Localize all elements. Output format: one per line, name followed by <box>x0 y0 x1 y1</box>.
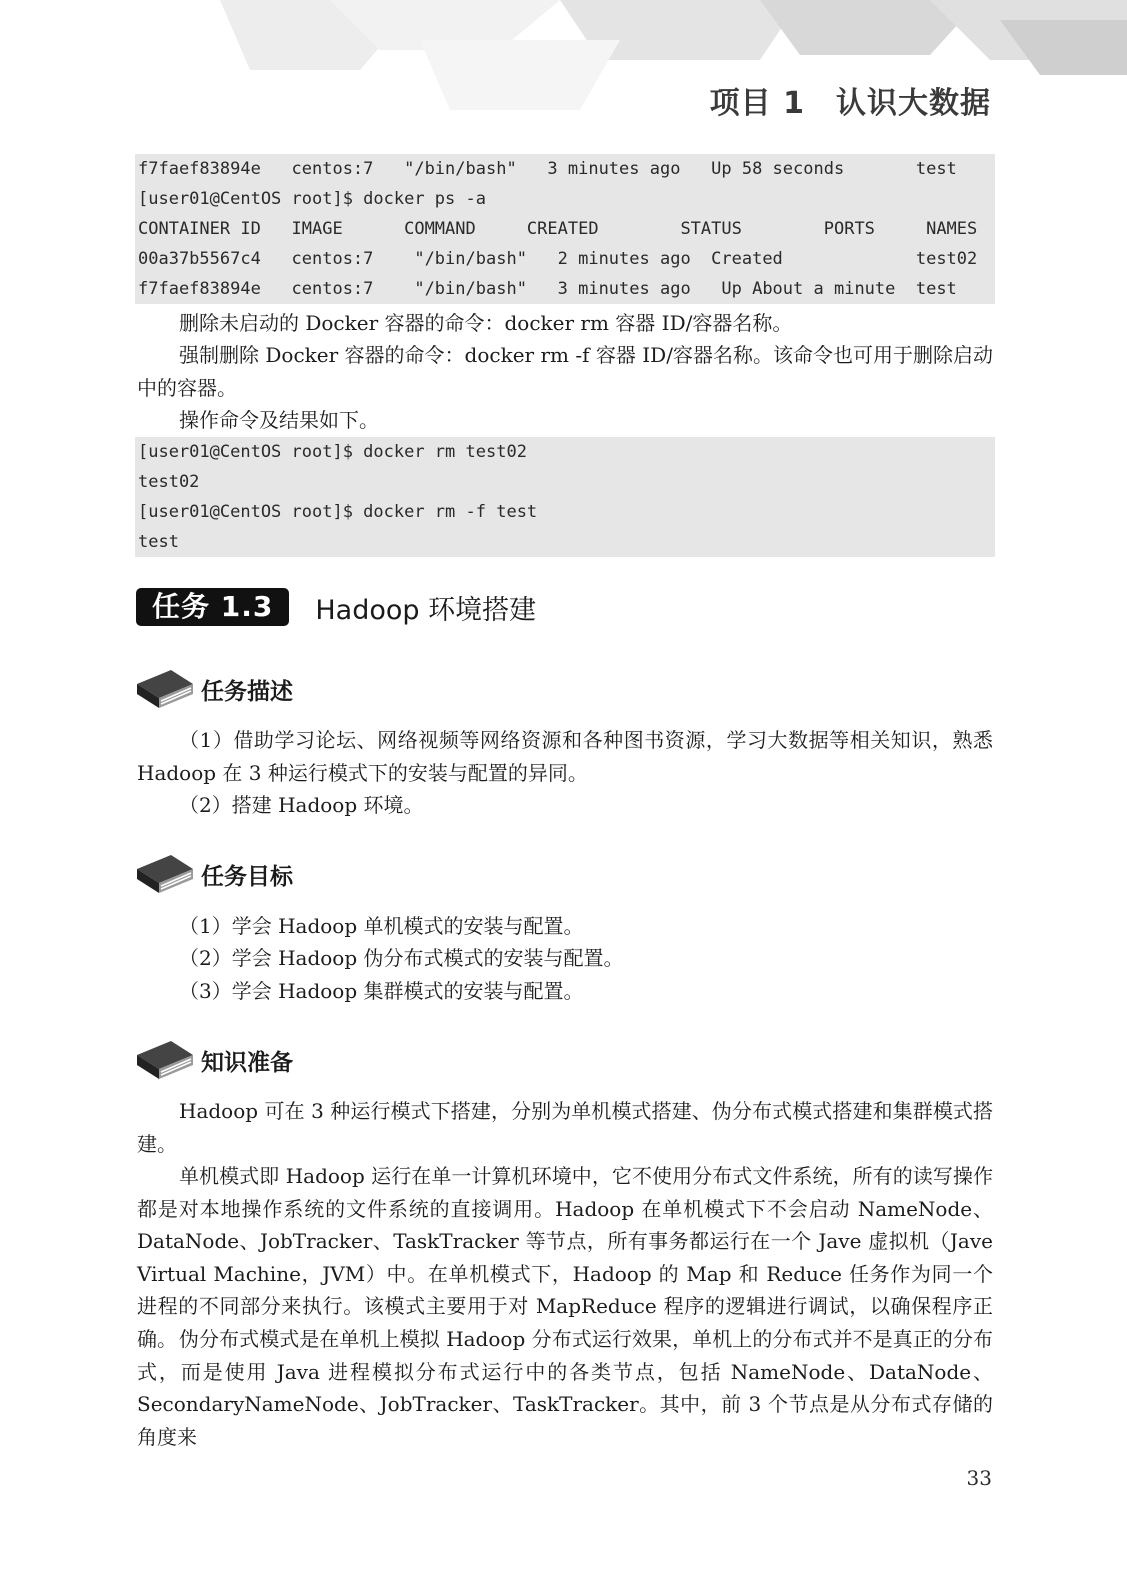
section-heading-knowledge <box>135 1037 293 1083</box>
paragraph: 伪分布式模式是在单机上模拟 Hadoop 分布式运行效果，单机上的分布式并不是真正的分布式，而是使用 Java 进程模拟分布式运行中的各类节点，包括 NameNode、DataNode、SecondaryNameNode、JobTracker、TaskTracker。其中，前 3 个节点是从分布式存储的角度来 <box>137 1327 993 1449</box>
book-icon <box>135 1037 195 1083</box>
section-label: 任务目标 <box>201 863 293 890</box>
code-line: [user01@CentOS root]$ docker rm test02 <box>138 442 527 462</box>
code-line: [user01@CentOS root]$ docker ps -a <box>138 189 486 209</box>
task-badge: 任务 1.3 <box>136 588 289 626</box>
list-item: （2）搭建 Hadoop 环境。 <box>179 793 424 817</box>
code-line: f7faef83894e centos:7 "/bin/bash" 3 minutes ago Up About a minute test <box>138 279 957 299</box>
task-title: Hadoop 环境搭建 <box>315 594 537 626</box>
list-item: （1）借助学习论坛、网络视频等网络资源和各种图书资源，学习大数据等相关知识，熟悉 Hadoop 在 3 种运行模式下的安装与配置的异同。 <box>137 728 993 785</box>
section-heading-task-description <box>135 666 293 712</box>
paragraph-operations: 操作命令及结果如下。 <box>179 408 379 432</box>
code-line: test <box>138 532 179 552</box>
chapter-header-title: 项目 1 认识大数据 <box>709 86 991 121</box>
paragraph: Hadoop 可在 3 种运行模式下搭建，分别为单机模式搭建、伪分布式模式搭建和集群模式搭建。 <box>137 1099 993 1156</box>
code-line: f7faef83894e centos:7 "/bin/bash" 3 minutes ago Up 58 seconds test <box>138 159 957 179</box>
paragraph: 单机模式即 Hadoop 运行在单一计算机环境中，它不使用分布式文件系统，所有的读写操作都是对本地操作系统的文件系统的直接调用。Hadoop 在单机模式下不会启动 NameNode、DataNode、JobTracker、TaskTracker 等节点，所有事务都运行在一个 Jave 虚拟机（Jave Virtual Machine，JVM）中。在单机模式下，Hadoop 的 Map 和 Reduce 任务作为同一个进程的不同部分来执行。该模式主要用于对 MapReduce 程序的逻辑进行调试，以确保程序正确。 <box>137 1164 993 1351</box>
code-block-docker-ps <box>135 154 995 304</box>
paragraph-docker-rm-force: 强制删除 Docker 容器的命令：docker rm -f 容器 ID/容器名称。该命令也可用于删除启动中的容器。 <box>137 343 993 400</box>
list-item: （2）学会 Hadoop 伪分布式模式的安装与配置。 <box>179 946 624 970</box>
list-item: （3）学会 Hadoop 集群模式的安装与配置。 <box>179 979 584 1003</box>
list-item: （1）学会 Hadoop 单机模式的安装与配置。 <box>179 914 584 938</box>
page-number: 33 <box>966 1466 992 1490</box>
paragraph-docker-rm: 删除未启动的 Docker 容器的命令：docker rm 容器 ID/容器名称。 <box>179 311 793 335</box>
section-label: 知识准备 <box>201 1049 293 1076</box>
code-line: test02 <box>138 472 200 492</box>
book-icon <box>135 851 195 897</box>
book-icon <box>135 666 195 712</box>
code-line: [user01@CentOS root]$ docker rm -f test <box>138 502 538 522</box>
code-line: CONTAINER ID IMAGE COMMAND CREATED STATUS PORTS NAMES <box>138 219 978 239</box>
code-line: 00a37b5567c4 centos:7 "/bin/bash" 2 minutes ago Created test02 <box>138 249 978 269</box>
code-block-docker-rm <box>135 437 995 557</box>
task-heading <box>136 588 536 626</box>
section-heading-task-goal <box>135 851 293 897</box>
section-label: 任务描述 <box>201 678 293 705</box>
